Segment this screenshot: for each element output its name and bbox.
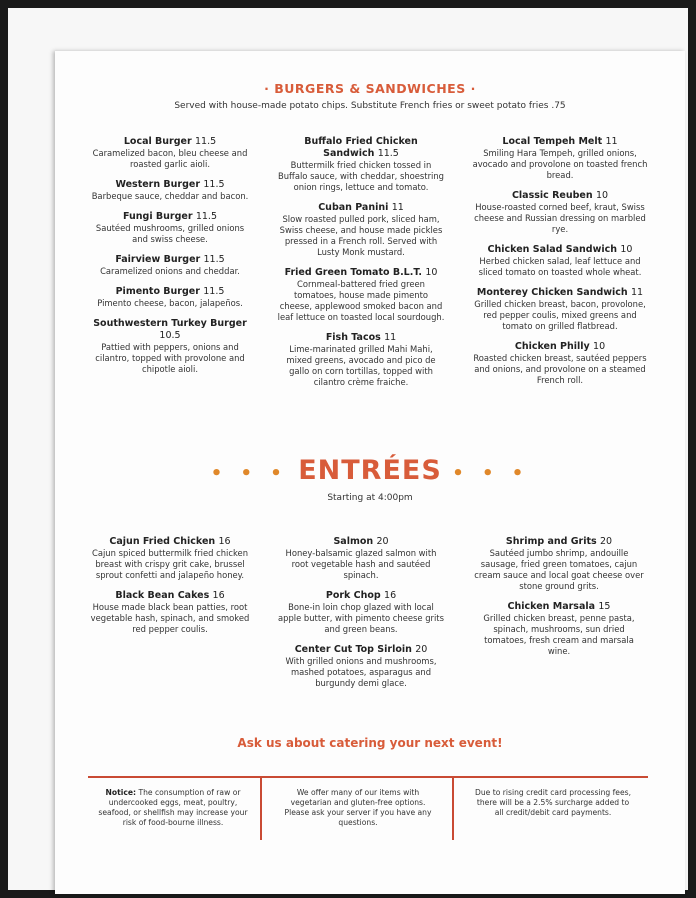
item-name: Chicken Salad Sandwich [487, 244, 618, 255]
menu-item [90, 136, 250, 170]
item-description: Grilled chicken breast, bacon, provolone, red pepper coulis, mixed greens and tomato on grilled flatbread. [474, 299, 646, 331]
item-description: Honey-balsamic glazed salmon with root vegetable hash and sautéed spinach. [285, 548, 437, 580]
menu-item [277, 590, 445, 635]
item-name: Center Cut Top Sirloin [294, 644, 412, 655]
menu-item [277, 267, 445, 323]
menu-item [277, 332, 445, 388]
item-price: 16 [218, 536, 231, 547]
item-price: 15 [598, 601, 611, 612]
item-description: Herbed chicken salad, leaf lettuce and sliced tomato on toasted whole wheat. [478, 256, 642, 277]
item-name: Pimento Burger [115, 286, 200, 297]
item-description: House made black bean patties, root vegetable hash, spinach, and smoked red pepper coulis. [90, 602, 250, 634]
entrees-column-2 [277, 536, 445, 698]
item-name: Fish Tacos [325, 332, 381, 343]
item-price: 11.5 [377, 148, 399, 159]
page-background [8, 8, 688, 890]
item-name: Fairview Burger [115, 254, 201, 265]
item-name: Cuban Panini [318, 202, 389, 213]
menu-item [470, 287, 650, 332]
footer-divider [452, 778, 454, 840]
item-description: Sautéed jumbo shrimp, andouille sausage, fried green tomatoes, cajun cream sauce and local goat cheese over stone ground grits. [474, 548, 644, 591]
item-price: 20 [600, 536, 613, 547]
entrees-subtitle: Starting at 4:00pm [327, 493, 413, 503]
item-name: Southwestern Turkey Burger [93, 318, 247, 329]
item-name: Western Burger [115, 179, 201, 190]
footer-options: We offer many of our items with vegetarian and gluten-free options. Please ask your server if you have any questions. [284, 788, 432, 827]
item-price: 16 [384, 590, 397, 601]
burgers-column-1 [90, 136, 250, 384]
entrees-heading [55, 455, 685, 486]
item-description: Caramelized bacon, bleu cheese and roasted garlic aioli. [92, 148, 248, 169]
footer-notice [93, 788, 253, 828]
item-price: 11.5 [195, 211, 217, 222]
menu-item [277, 644, 445, 689]
item-name: Salmon [333, 536, 374, 547]
menu-item [470, 190, 650, 235]
item-price: 20 [415, 644, 428, 655]
dots-right-decoration: • • • [452, 463, 530, 484]
item-description: Cajun spiced buttermilk fried chicken breast with crispy grit cake, brussel sprout confetti and jalapeño honey. [92, 548, 248, 580]
item-price: 11.5 [194, 136, 217, 147]
item-name: Chicken Marsala [507, 601, 596, 612]
item-description: Slow roasted pulled pork, sliced ham, Swiss cheese, and house made pickles pressed in a French roll. Served with Lusty Monk mustard. [279, 214, 443, 257]
item-description: Caramelized onions and cheddar. [100, 266, 240, 276]
burgers-column-3 [470, 136, 650, 395]
item-description: Smiling Hara Tempeh, grilled onions, avocado and provolone on toasted french bread. [472, 148, 648, 180]
menu-item [473, 601, 645, 657]
item-description: Barbeque sauce, cheddar and bacon. [91, 191, 249, 201]
menu-item [470, 136, 650, 181]
item-price: 10 [593, 341, 606, 352]
item-price: 11 [391, 202, 404, 213]
item-price: 11.5 [203, 254, 225, 265]
menu-item [277, 202, 445, 258]
dots-left-decoration: • • • [210, 463, 288, 484]
item-price: 11 [605, 136, 618, 147]
menu-item [277, 536, 445, 581]
menu-sheet [55, 51, 685, 894]
item-name: Local Burger [123, 136, 192, 147]
item-name: Classic Reuben [511, 190, 593, 201]
burgers-subtitle: Served with house-made potato chips. Substitute French fries or sweet potato fries .75 [174, 101, 566, 111]
notice-label: Notice: [105, 788, 137, 797]
menu-item [90, 211, 250, 245]
item-name: Local Tempeh Melt [502, 136, 603, 147]
burgers-column-2 [277, 136, 445, 397]
footer-rule [88, 776, 648, 778]
item-price: 16 [212, 590, 225, 601]
item-name: Black Bean Cakes [115, 590, 210, 601]
item-description: Bone-in loin chop glazed with local apple butter, with pimento cheese grits and green beans. [278, 602, 444, 634]
item-name: Fungi Burger [123, 211, 193, 222]
notice-text: The consumption of raw or undercooked eggs, meat, poultry, seafood, or shellfish may increase your risk of food-bourne illness. [98, 788, 248, 827]
item-name: Chicken Philly [514, 341, 590, 352]
menu-item [90, 318, 250, 375]
item-price: 10 [620, 244, 633, 255]
item-description: Sautéed mushrooms, grilled onions and swiss cheese. [95, 223, 245, 244]
menu-item [90, 179, 250, 202]
entrees-column-1 [85, 536, 255, 644]
entrees-title: ENTRÉES [298, 455, 442, 486]
menu-item [85, 536, 255, 581]
item-price: 11 [631, 287, 644, 298]
menu-item [470, 341, 650, 386]
burgers-title: · BURGERS & SANDWICHES · [264, 81, 476, 96]
item-price: 20 [376, 536, 389, 547]
menu-item [473, 536, 645, 592]
item-price: 10 [425, 267, 438, 278]
item-description: Lime-marinated grilled Mahi Mahi, mixed greens, avocado and pico de gallo on corn tortillas, topped with cilantro crème fraiche. [286, 344, 436, 387]
item-description: Roasted chicken breast, sautéed peppers and onions, and provolone on a steamed French roll. [473, 353, 647, 385]
item-name: Fried Green Tomato B.L.T. [284, 267, 422, 278]
item-price: 11 [384, 332, 397, 343]
item-name: Monterey Chicken Sandwich [476, 287, 628, 298]
item-description: With grilled onions and mushrooms, mashed potatoes, asparagus and burgundy demi glace. [285, 656, 437, 688]
catering-callout: Ask us about catering your next event! [237, 736, 503, 750]
item-description: Pattied with peppers, onions and cilantro, topped with provolone and chipotle aioli. [95, 342, 245, 374]
item-description: Grilled chicken breast, penne pasta, spinach, mushrooms, sun dried tomatoes, fresh cream and marsala wine. [483, 613, 635, 656]
item-price: 10.5 [159, 330, 181, 341]
footer-surcharge: Due to rising credit card processing fees, there will be a 2.5% surcharge added to all credit/debit card payments. [474, 788, 632, 817]
menu-item [90, 254, 250, 277]
item-name: Cajun Fried Chicken [109, 536, 216, 547]
item-description: House-roasted corned beef, kraut, Swiss cheese and Russian dressing on marbled rye. [474, 202, 646, 234]
item-description: Buttermilk fried chicken tossed in Buffalo sauce, with cheddar, shoestring onion rings, lettuce and tomato. [278, 160, 444, 192]
footer-divider [260, 778, 262, 840]
menu-item [470, 244, 650, 278]
item-price: 10 [595, 190, 609, 201]
menu-item [277, 136, 445, 193]
menu-item [85, 590, 255, 635]
item-price: 11.5 [203, 286, 225, 297]
menu-item [90, 286, 250, 309]
item-price: 11.5 [203, 179, 225, 190]
item-name: Pork Chop [325, 590, 381, 601]
item-description: Cornmeal-battered fried green tomatoes, house made pimento cheese, applewood smoked bacon and leaf lettuce on toasted local sourdough. [277, 279, 445, 322]
item-description: Pimento cheese, bacon, jalapeños. [97, 298, 243, 308]
entrees-column-3 [473, 536, 645, 666]
item-name: Buffalo Fried Chicken Sandwich [304, 136, 418, 159]
item-name: Shrimp and Grits [505, 536, 597, 547]
